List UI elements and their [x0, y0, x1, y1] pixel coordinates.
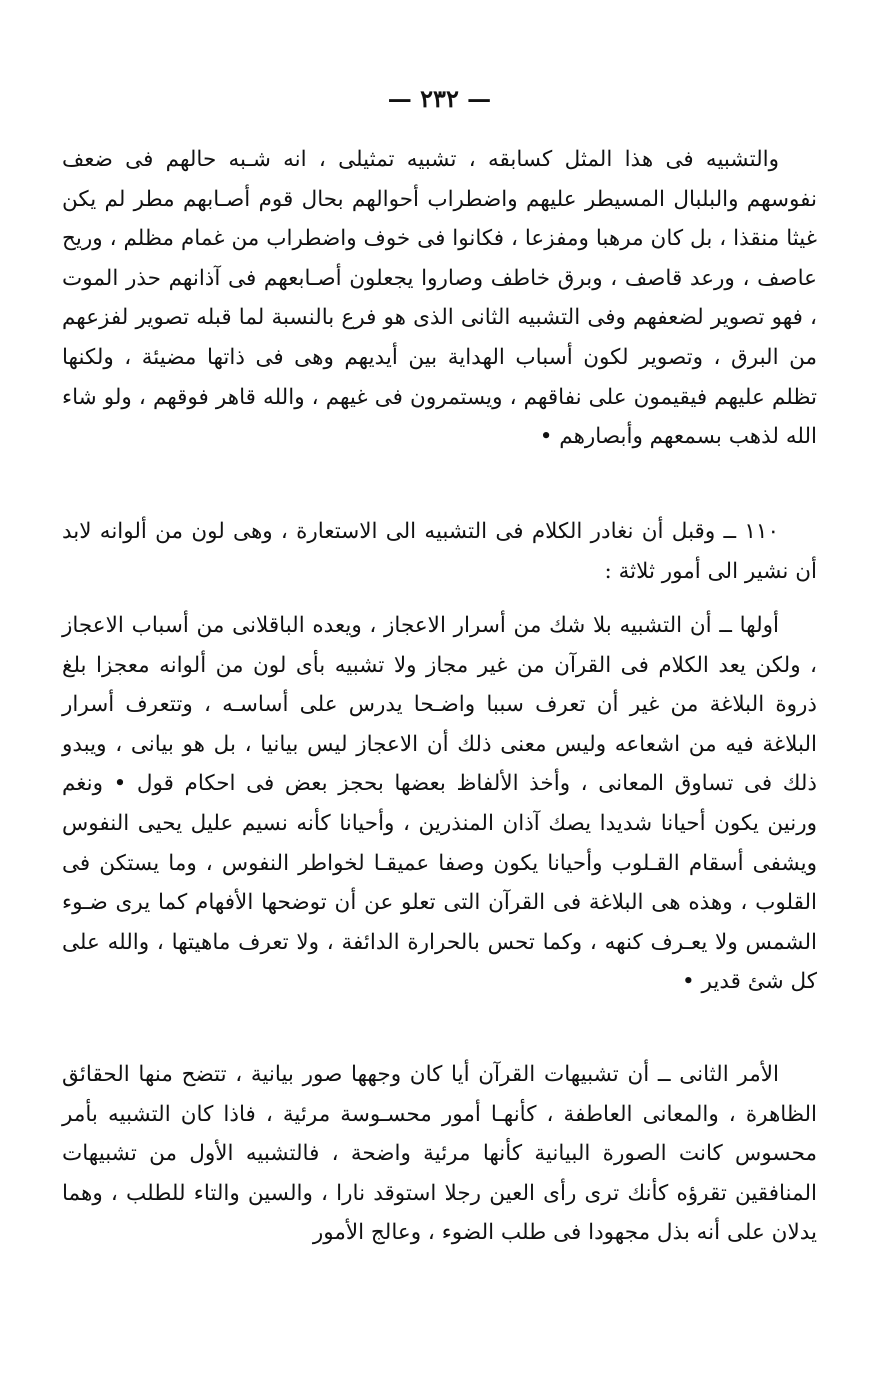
paragraph-simile-explanation [62, 140, 817, 457]
paragraph-text: والتشبيه فى هذا المثل كسابقه ، تشبيه تمثيلى ، انه شـبه حالهم فى ضعف نفوسهم والبلبال المسيطر عليهم واضطراب أحوالهم بحال قوم أصـابهم مطر لم يكن غيثا منقذا ، بل كان مرهبا ومفزعا ، فكانوا فى خوف واضطراب من غمام مظلم ، وريح عاصف ، ورعد قاصف ، وبرق خاطف وصاروا يجعلون أصـابعهم فى آذانهم حذر الموت ، فهو تصوير لضعفهم وفى التشبيه الثانى الذى هو فرع بالنسبة لما قبله تصوير لفزعهم من البرق ، وتصوير لكون أسباب الهداية بين أيديهم وهى فى ذاتها مضيئة ، ولكنها تظلم عليهم فيقيمون على نفاقهم ، ويستمرون فى غيهم ، والله قاهر فوقهم ، ولو شاء الله لذهب بسمعهم وأبصارهم • [62, 147, 817, 450]
paragraph-section-110 [62, 512, 817, 591]
paragraph-first-matter [62, 606, 817, 1002]
paragraph-text: أولها ــ أن التشبيه بلا شك من أسرار الاعجاز ، ويعده الباقلانى من أسباب الاعجاز ، ولكن يعد الكلام فى القرآن من غير مجاز ولا تشبيه بأى لون من ألوانه معجزا بلغ ذروة البلاغة من غير أن تعرف سببا واضـحا يدرس على أساسـه ، وتتعرف أسرار البلاغة فيه من اشعاعه وليس معنى ذلك أن الاعجاز ليس بيانيا ، بل هو بيانى ، ويبدو ذلك فى تساوق المعانى ، وأخذ الألفاظ بعضها بحجز بعض فى احكام قول • ونغم ورنين يكون أحيانا شديدا يصك آذان المنذرين ، وأحيانا كأنه نسيم عليل يحيى النفوس ويشفى أسقام القـلوب وأحيانا يكون وصفا عميقـا لخواطر النفوس ، وما يستكن فى القلوب ، وهذه هى البلاغة فى القرآن التى تعلو عن أن توضحها الأفهام كما يرى ضـوء الشمس ولا يعـرف كنهه ، وكما تحس بالحرارة الدائفة ، ولا تعرف ماهيتها ، والله على كل شئ قدير • [62, 613, 817, 995]
paragraph-second-matter [62, 1055, 817, 1253]
paragraph-text: الأمر الثانى ــ أن تشبيهات القرآن أيا كان وجهها صور بيانية ، تتضح منها الحقائق الظاهرة ، والمعانى العاطفة ، كأنهـا أمور محسـوسة مرئية ، فاذا كان التشبيه بأمر محسوس كانت الصورة البيانية كأنها مرئية واضحة ، فالتشبيه الأول من تشبيهات المنافقين تقرؤه كأنك ترى رأى العين رجلا استوقد نارا ، والسين والتاء للطلب ، وهما يدلان على أنه بذل مجهودا فى طلب الضوء ، وعالج الأمور [62, 1062, 817, 1246]
paragraph-text: ١١٠ ــ وقبل أن نغادر الكلام فى التشبيه الى الاستعارة ، وهى لون من ألوانه لابد أن نشير الى أمور ثلاثة : [62, 519, 817, 584]
page-number: — ٢٣٢ — [387, 84, 492, 113]
